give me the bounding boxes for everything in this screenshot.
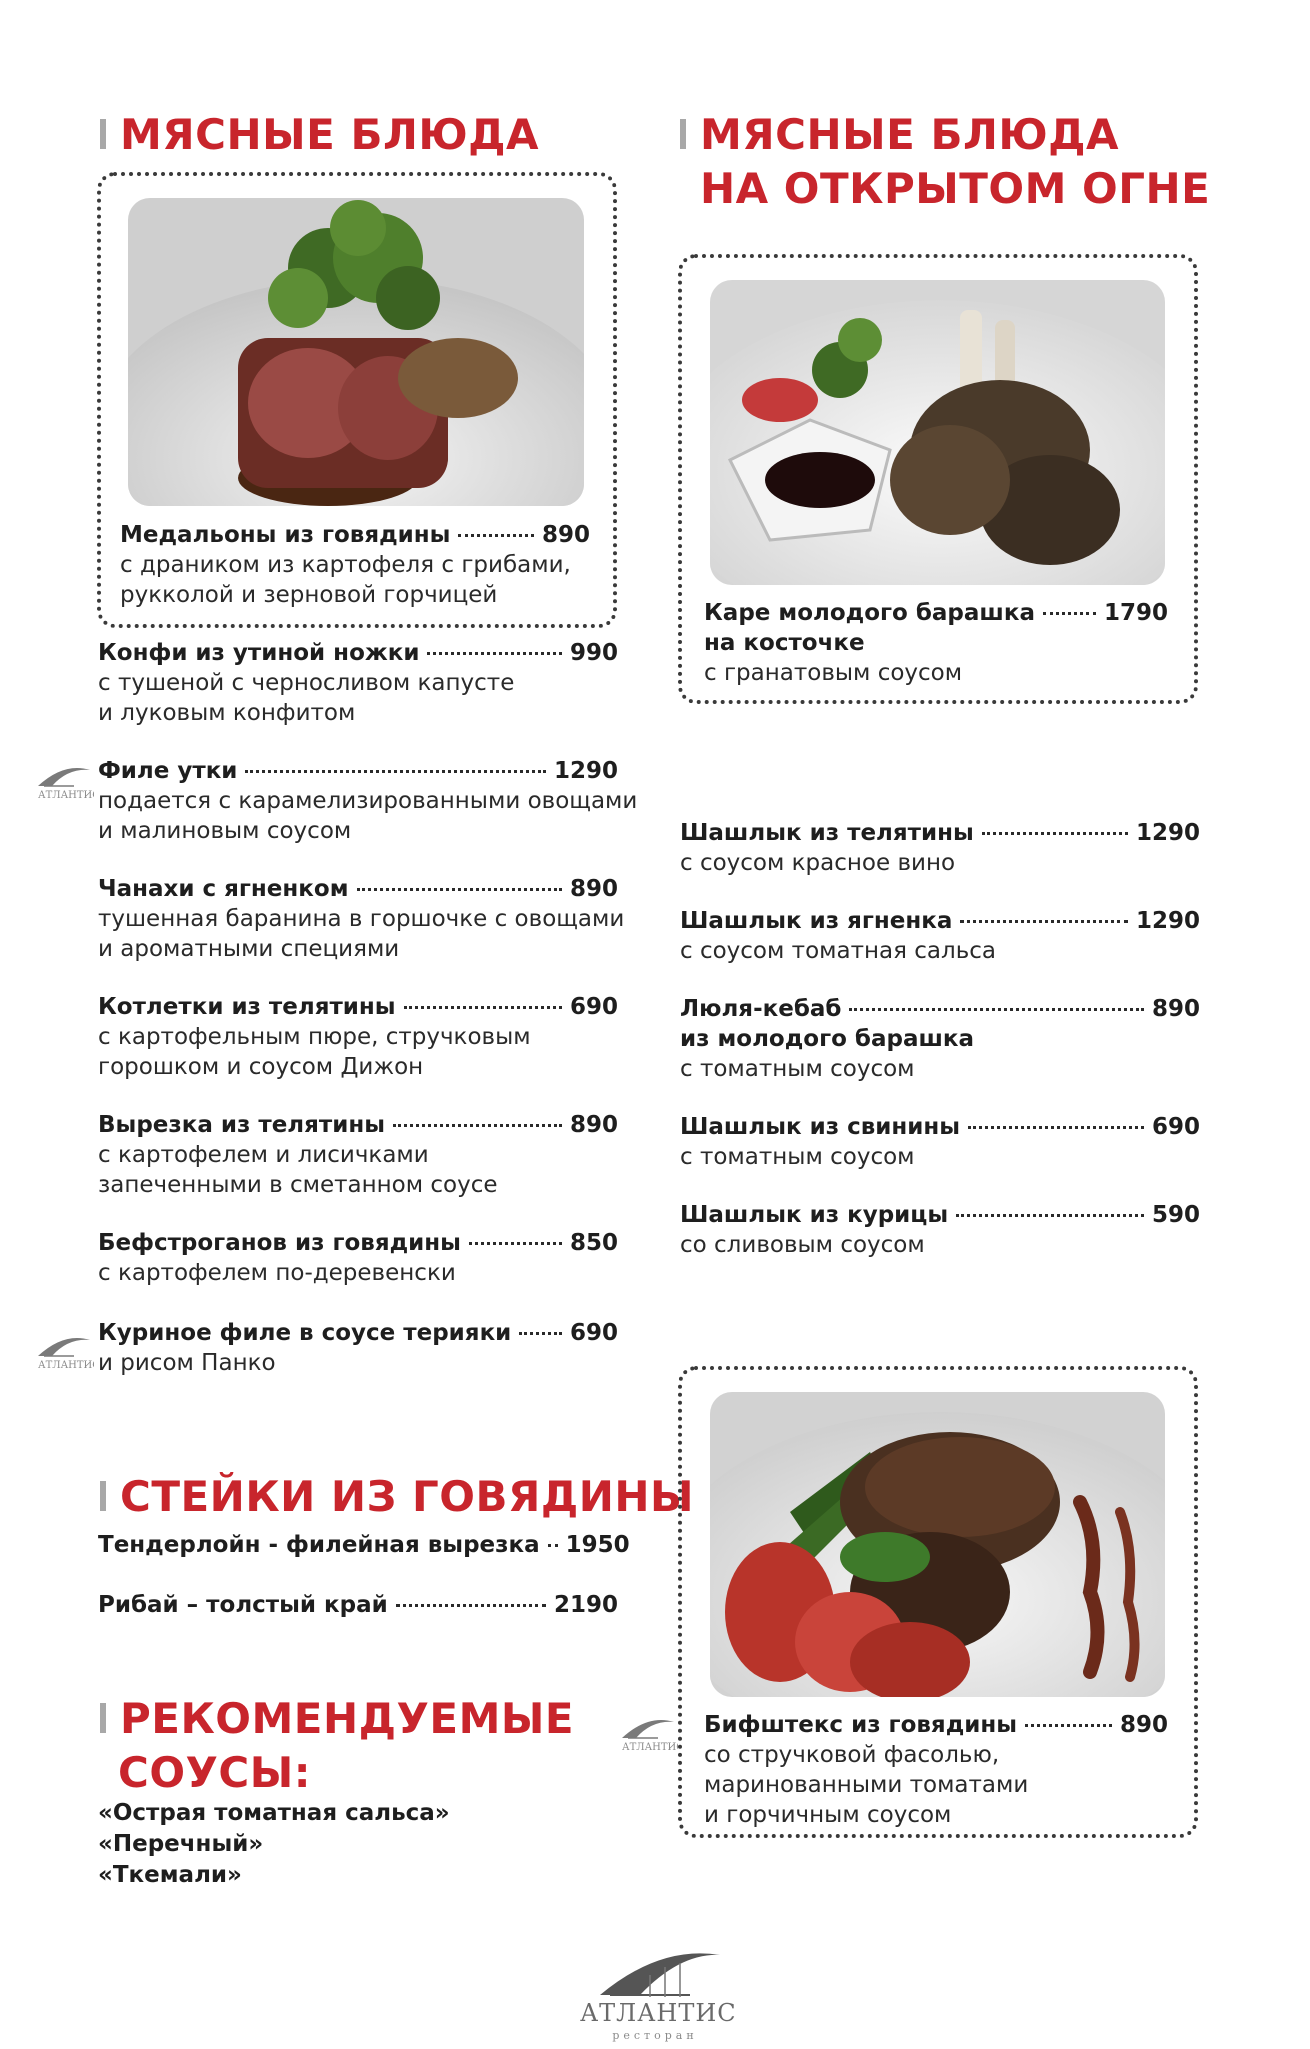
title-bar: [100, 119, 106, 149]
menu-item-duck-fillet: Филе утки 1290 подается с карамелизированными овощами и малиновым соусом: [98, 758, 638, 844]
sauces-section-title-line2: СОУСЫ:: [118, 1748, 312, 1797]
sauce-item: «Перечный»: [98, 1831, 264, 1857]
menu-item-veal-kebab: Шашлык из телятины 1290 с соусом красное вино: [680, 820, 1200, 876]
dish-photo-beefsteak: [710, 1392, 1165, 1697]
restaurant-logo: [580, 1935, 737, 2045]
meat-section-title: МЯСНЫЕ БЛЮДА: [100, 108, 539, 162]
logo-icon: [34, 1330, 94, 1374]
title-bar: [680, 119, 686, 149]
steaks-section-title: СТЕЙКИ ИЗ ГОВЯДИНЫ: [100, 1470, 694, 1524]
logo-icon: [618, 1712, 678, 1756]
menu-item-stroganoff: Бефстроганов из говядины 850 с картофелем по-деревенски: [98, 1230, 618, 1286]
menu-item-duck-confit: Конфи из утиной ножки 990 с тушеной с черносливом капусте и луковым конфитом: [98, 640, 618, 726]
menu-item-chicken-kebab: Шашлык из курицы 590 со сливовым соусом: [680, 1202, 1200, 1258]
menu-item-chicken-teriyaki: Куриное филе в соусе терияки 690 и рисом Панко: [98, 1320, 618, 1376]
svg-text:АТЛАНТИС: АТЛАНТИС: [622, 1742, 678, 1753]
menu-item-veal-cutlets: Котлетки из телятины 690 с картофельным пюре, стручковым горошком и соусом Дижон: [98, 994, 618, 1080]
menu-item-pork-kebab: Шашлык из свинины 690 с томатным соусом: [680, 1114, 1200, 1170]
title-bar: [100, 1481, 106, 1511]
svg-text:АТЛАНТИС: АТЛАНТИС: [38, 1360, 94, 1371]
menu-item-lamb-kebab: Шашлык из ягненка 1290 с соусом томатная сальса: [680, 908, 1200, 964]
logo-icon: [34, 760, 94, 804]
menu-item-medallions: Медальоны из говядины 890 с драником из картофеля с грибами, рукколой и зерновой горчицей: [120, 522, 590, 608]
menu-item-chanakhi: Чанахи с ягненком 890 тушенная баранина в горшочке с овощами и ароматными специями: [98, 876, 625, 962]
grill-section-title-line2: НА ОТКРЫТОМ ОГНЕ: [700, 164, 1211, 213]
sauce-item: «Острая томатная сальса»: [98, 1800, 450, 1826]
title-bar: [100, 1703, 106, 1733]
menu-item-tenderloin: Тендерлойн - филейная вырезка 1950: [98, 1532, 630, 1558]
svg-text:АТЛАНТИС: АТЛАНТИС: [38, 790, 94, 801]
sauces-section-title: РЕКОМЕНДУЕМЫЕ: [100, 1692, 574, 1746]
menu-item-veal-tenderloin: Вырезка из телятины 890 с картофелем и лисичками запеченными в сметанном соусе: [98, 1112, 618, 1198]
grill-section-title: МЯСНЫЕ БЛЮДА: [680, 108, 1119, 162]
logo-name: АТЛАНТИС: [580, 1999, 737, 2027]
menu-item-ribeye: Рибай – толстый край 2190: [98, 1592, 618, 1618]
menu-item-beefsteak: Бифштекс из говядины 890 со стручковой фасолью, маринованными томатами и горчичным соусом: [704, 1712, 1168, 1828]
menu-item-lula-kebab: Люля-кебаб 890 из молодого барашка с томатным соусом: [680, 996, 1200, 1082]
dish-photo-medallions: [128, 198, 584, 506]
sauce-item: «Ткемали»: [98, 1862, 242, 1888]
menu-item-lamb-rack: Каре молодого барашка 1790 на косточке с гранатовым соусом: [704, 600, 1168, 686]
logo-subtitle: ресторан: [612, 2029, 698, 2042]
dish-photo-lamb-rack: [710, 280, 1165, 585]
